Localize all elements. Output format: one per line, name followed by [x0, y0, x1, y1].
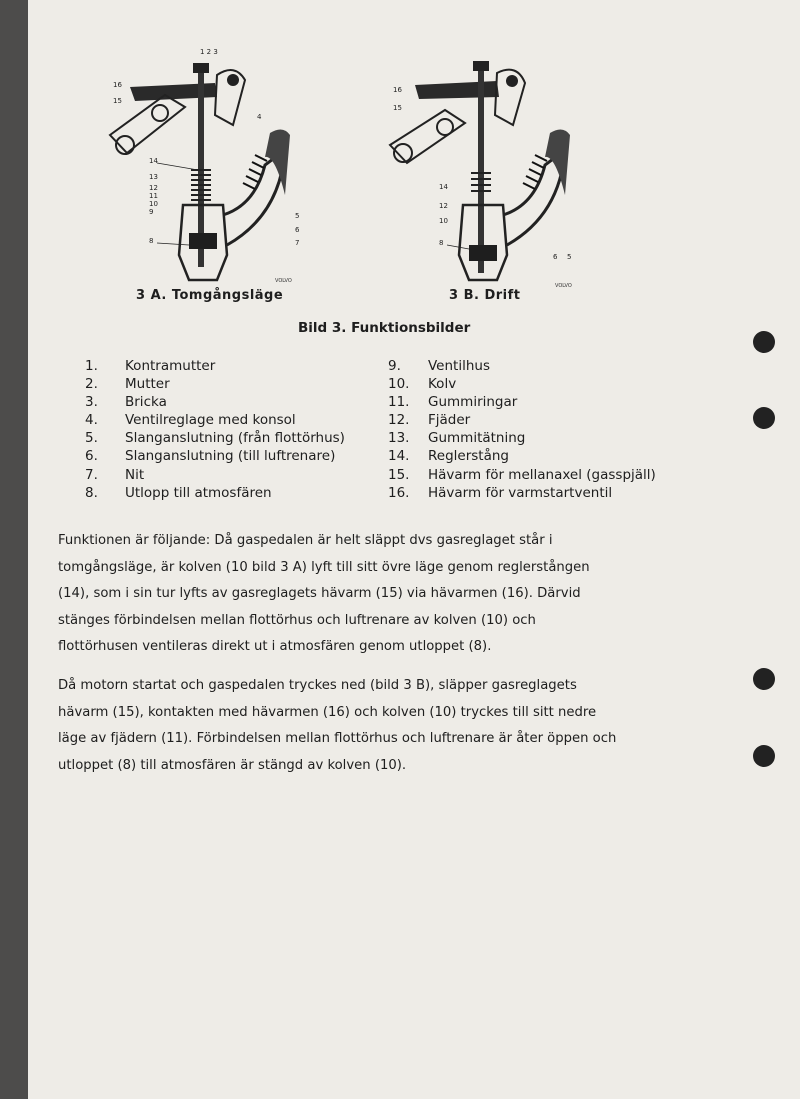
legend-item: 14. Reglerstång [388, 448, 509, 465]
svg-text:10: 10 [439, 217, 448, 225]
svg-text:15: 15 [393, 104, 402, 112]
svg-text:6: 6 [295, 226, 300, 234]
volvo-stamp-3a: VOLVO [275, 278, 292, 284]
punch-hole-2 [753, 407, 775, 429]
svg-text:5: 5 [567, 253, 572, 261]
figure-3a-idle-diagram [105, 45, 305, 290]
legend-right-column [388, 357, 656, 502]
legend-item: 11. Gummiringar [388, 394, 518, 411]
figure-3a-label: 3 A. Tomgångsläge [136, 288, 284, 303]
callout-1-2-3: 1 2 3 [200, 48, 218, 56]
legend-item: 5. Slanganslutning (från flottörhus) [85, 430, 345, 447]
legend-item: 2. Mutter [85, 376, 170, 393]
legend-item: 7. Nit [85, 466, 145, 483]
figure-3b-label: 3 B. Drift [449, 288, 521, 303]
function-paragraph-1: Funktionen är följande: Då gaspedalen är helt släppt dvs gasreglaget står i tomgångsläge, är kolven (10 bild 3 A) lyft till sitt övre läge genom reglerstången (14), som i sin tur lyfts av gasreglagets hävarm (15) via hävarmen (16). Därvid stänges förbindelsen mellan flottörhus och luftrenare av kolven (10) och flottörhusen ventileras direkt ut i atmosfären genom utloppet (8). [58, 533, 590, 654]
svg-text:13: 13 [149, 173, 158, 181]
legend-item: 3. Bricka [85, 394, 167, 411]
svg-text:9: 9 [149, 208, 154, 216]
svg-text:16: 16 [393, 86, 402, 94]
function-paragraph-2: Då motorn startat och gaspedalen tryckes ned (bild 3 B), släpper gasreglagets hävarm (15), kontakten med hävarmen (16) och kolven (10) tryckes till sitt nedre läge av fjädern (11). Förbindelsen mellan flottörhus och luftrenare är åter öppen och utloppet (8) till atmosfären är stängd av kolven (10). [58, 678, 617, 773]
svg-text:12: 12 [439, 202, 448, 210]
svg-text:5: 5 [295, 212, 300, 220]
punch-hole-3 [753, 668, 775, 690]
svg-text:8: 8 [439, 239, 444, 247]
legend-item: 13. Gummitätning [388, 430, 526, 447]
svg-text:11: 11 [149, 192, 158, 200]
svg-text:7: 7 [295, 239, 300, 247]
legend-item: 4. Ventilreglage med konsol [85, 412, 296, 429]
binder-edge [0, 0, 28, 1099]
punch-hole-1 [753, 331, 775, 353]
legend-item: 1. Kontramutter [85, 358, 216, 374]
svg-text:6: 6 [553, 253, 558, 261]
legend-item: 8. Utlopp till atmosfären [85, 484, 272, 501]
legend-left-column [85, 357, 345, 502]
svg-text:15: 15 [113, 97, 122, 105]
svg-text:14: 14 [439, 183, 448, 191]
legend-item: 12. Fjäder [388, 412, 471, 429]
svg-text:4: 4 [257, 113, 262, 121]
svg-text:16: 16 [113, 81, 122, 89]
figure-3b-drive-diagram [385, 55, 585, 290]
volvo-stamp-3b: VOLVO [555, 283, 572, 289]
legend-item: 9. Ventilhus [388, 358, 490, 374]
legend-item: 16. Hävarm för varmstartventil [388, 484, 613, 501]
figure-caption: Bild 3. Funktionsbilder [298, 320, 471, 336]
punch-hole-4 [753, 745, 775, 767]
svg-text:14: 14 [149, 157, 158, 165]
legend-item: 15. Hävarm för mellanaxel (gasspjäll) [388, 466, 656, 483]
svg-text:10: 10 [149, 200, 158, 208]
svg-text:8: 8 [149, 237, 154, 245]
legend-item: 6. Slanganslutning (till luftrenare) [85, 448, 336, 465]
svg-text:12: 12 [149, 184, 158, 192]
legend-item: 10. Kolv [388, 376, 457, 393]
